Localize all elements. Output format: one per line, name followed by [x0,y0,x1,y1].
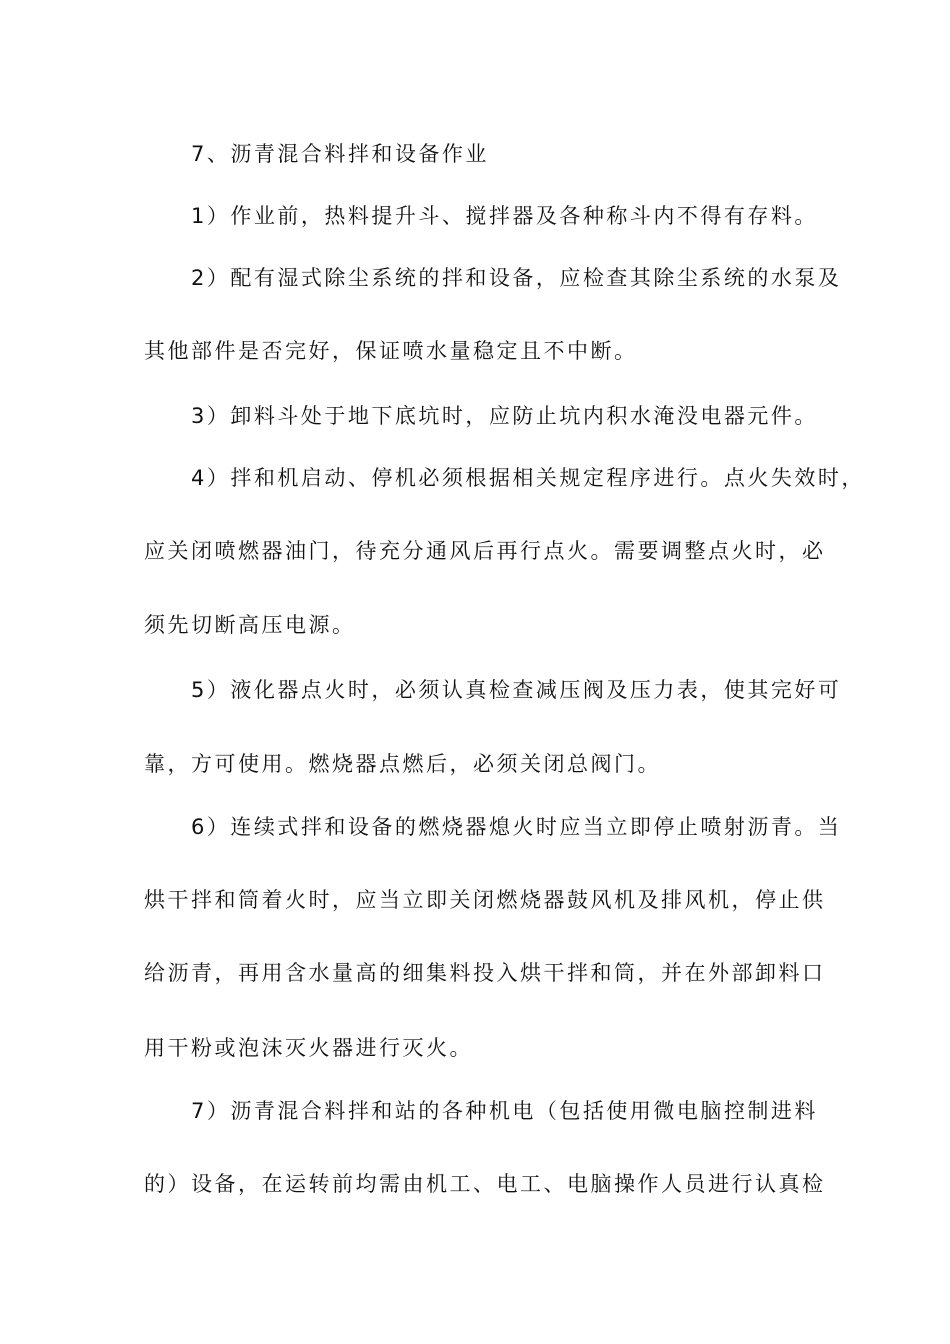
paragraph-line: 其他部件是否完好，保证喷水量稳定且不中断。 [144,339,638,363]
paragraph-line: 5）液化器点火时，必须认真检查减压阀及压力表，使其完好可 [191,678,842,702]
paragraph-line: 7）沥青混合料拌和站的各种机电（包括使用微电脑控制进料 [191,1099,818,1123]
section-heading: 7、沥青混合料拌和设备作业 [191,142,489,166]
paragraph-line: 给沥青，再用含水量高的细集料投入烘干拌和筒，并在外部卸料口 [144,961,826,985]
paragraph-line: 烘干拌和筒着火时，应当立即关闭燃烧器鼓风机及排风机，停止供 [144,888,826,912]
paragraph-line: 4）拌和机启动、停机必须根据相关规定程序进行。点火失效时， [191,466,865,490]
paragraph-line: 2）配有湿式除尘系统的拌和设备，应检查其除尘系统的水泵及 [191,266,842,290]
paragraph-line: 1）作业前，热料提升斗、搅拌器及各种称斗内不得有存料。 [191,204,818,228]
paragraph-line: 6）连续式拌和设备的燃烧器熄火时应当立即停止喷射沥青。当 [191,815,842,839]
paragraph-line: 3）卸料斗处于地下底坑时，应防止坑内积水淹没电器元件。 [191,404,818,428]
paragraph-line: 须先切断高压电源。 [144,613,356,637]
paragraph-line: 的）设备，在运转前均需由机工、电工、电脑操作人员进行认真检 [144,1172,826,1196]
paragraph-line: 用干粉或泡沫灭火器进行灭火。 [144,1036,473,1060]
paragraph-line: 应关闭喷燃器油门，待充分通风后再行点火。需要调整点火时，必 [144,539,826,563]
paragraph-line: 靠，方可使用。燃烧器点燃后，必须关闭总阀门。 [144,752,661,776]
